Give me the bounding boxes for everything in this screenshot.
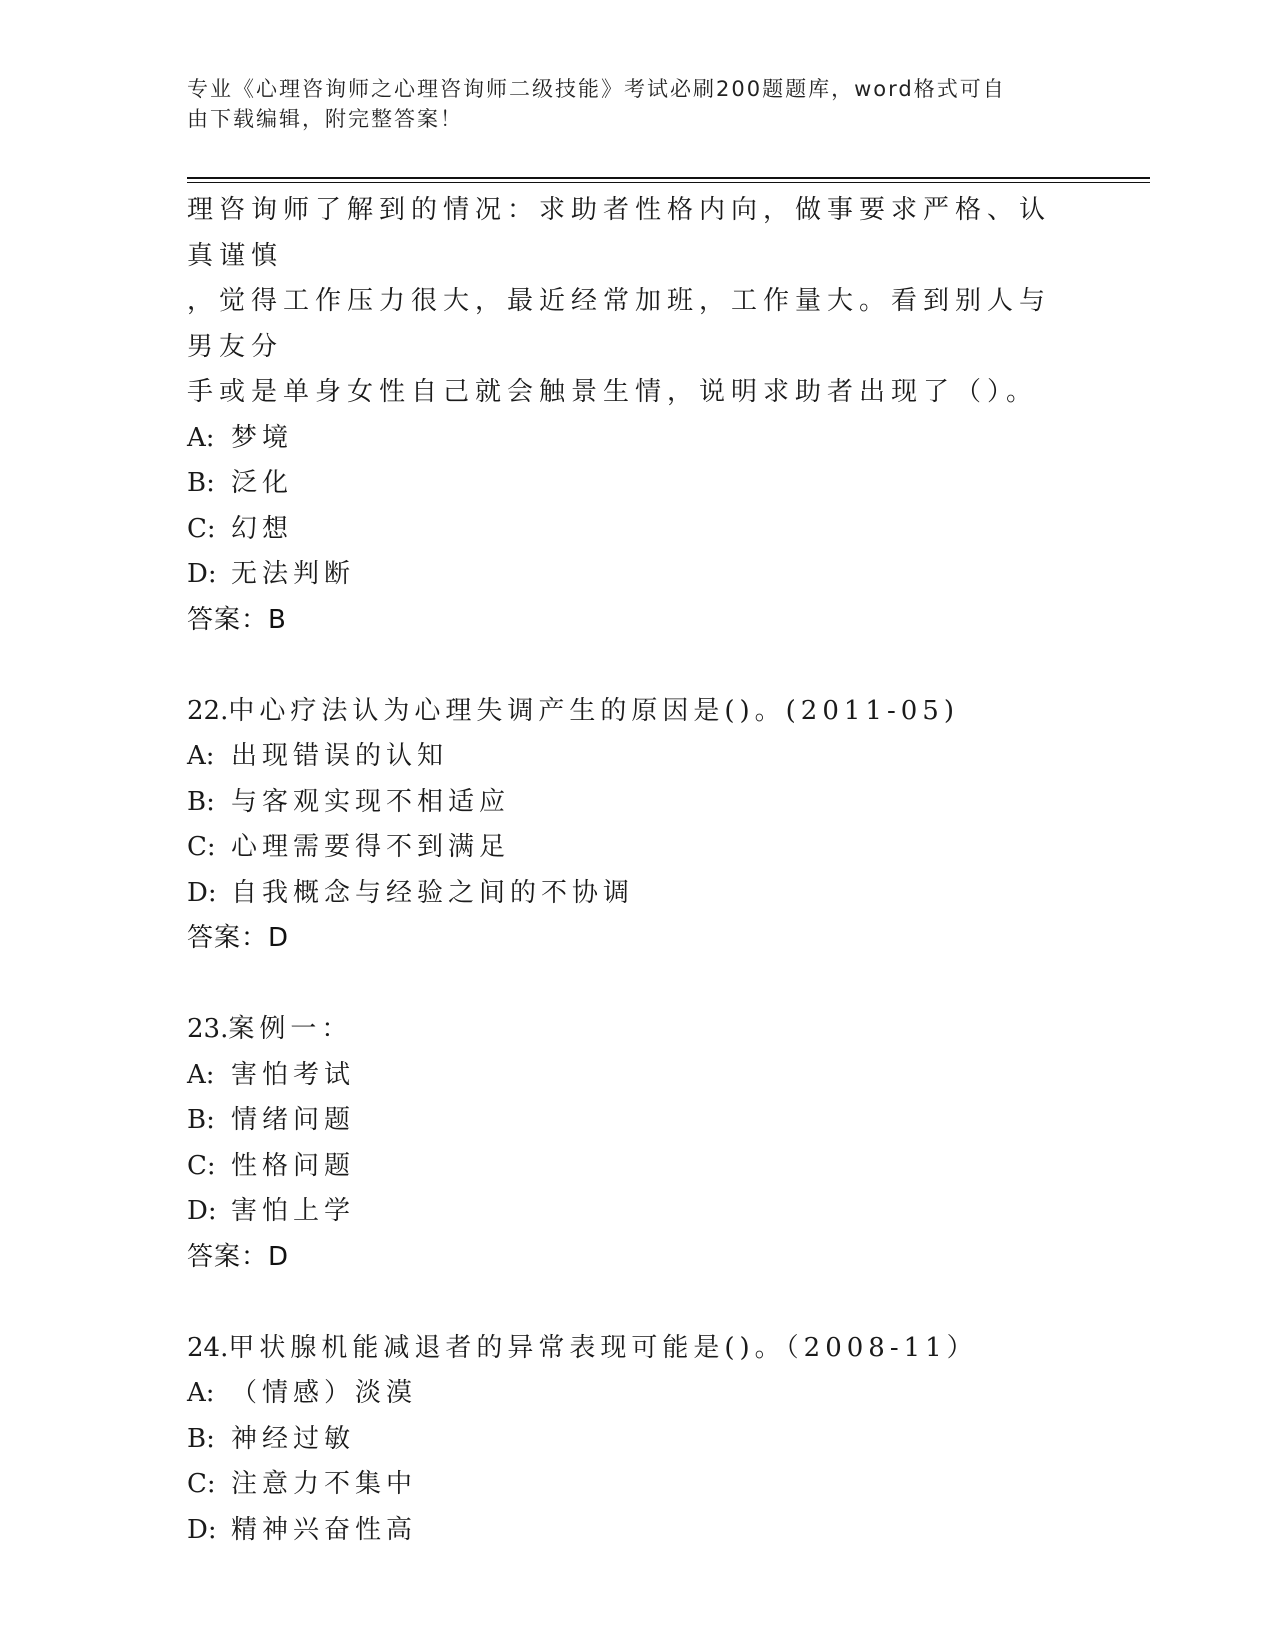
- option-text: 害怕上学: [231, 1196, 356, 1226]
- option-key: D:: [187, 1514, 217, 1545]
- option-text: 梦境: [231, 422, 294, 453]
- option-key: B:: [187, 1105, 215, 1135]
- option-d: [187, 1508, 1087, 1554]
- option-text: 无法判断: [231, 559, 356, 589]
- question-number: 23.: [187, 1014, 229, 1044]
- option-key: B:: [187, 468, 215, 498]
- header-line-2: 由下载编辑，附完整答案！: [187, 107, 463, 131]
- header-line-1: 专业《心理咨询师之心理咨询师二级技能》考试必刷200题题库，word格式可自: [187, 77, 1006, 101]
- option-b: [187, 780, 1087, 826]
- option-text: 情绪问题: [231, 1105, 356, 1135]
- stem-line: 理咨询师了解到的情况：求助者性格内向，做事要求严格、认真谨慎: [187, 195, 1052, 271]
- stem-line: 手或是单身女性自己就会触景生情，说明求助者出现了（）。: [187, 377, 1039, 407]
- option-c: [187, 507, 1087, 553]
- header-divider-thin: [187, 182, 1150, 183]
- option-key: C:: [187, 1150, 216, 1181]
- option-text: 精神兴奋性高: [231, 1514, 418, 1545]
- option-b: [187, 461, 1087, 507]
- option-key: C:: [187, 1469, 216, 1499]
- question-24: [187, 1326, 1087, 1554]
- option-text: （情感）淡漠: [231, 1378, 418, 1408]
- option-text: 性格问题: [231, 1150, 356, 1181]
- question-stem: [187, 1326, 1087, 1372]
- option-key: C:: [187, 513, 216, 544]
- option-text: 与客观实现不相适应: [231, 786, 511, 817]
- option-text: 泛化: [231, 468, 294, 498]
- option-a: [187, 1053, 1087, 1099]
- option-key: A:: [187, 1059, 215, 1090]
- option-a: [187, 1371, 1087, 1417]
- option-b: [187, 1417, 1087, 1463]
- option-c: [187, 825, 1087, 871]
- option-a: [187, 734, 1087, 780]
- option-c: [187, 1462, 1087, 1508]
- option-key: A:: [187, 422, 215, 453]
- header-divider-thick: [187, 177, 1150, 179]
- option-d: [187, 552, 1087, 598]
- question-text: 中心疗法认为心理失调产生的原因是()。(2011-05): [228, 695, 959, 726]
- option-a: [187, 416, 1087, 462]
- question-continued: [187, 188, 1087, 643]
- question-23: [187, 1007, 1087, 1280]
- option-key: C:: [187, 832, 216, 862]
- option-text: 注意力不集中: [231, 1469, 418, 1499]
- question-stem: [187, 689, 1087, 735]
- question-number: 24.: [187, 1332, 229, 1363]
- option-key: A:: [187, 741, 215, 771]
- answer-line: 答案：D: [187, 1241, 290, 1272]
- spacer: [187, 962, 1087, 1008]
- option-b: [187, 1098, 1087, 1144]
- option-d: [187, 871, 1087, 917]
- spacer: [187, 643, 1087, 689]
- question-stem: [187, 188, 1067, 416]
- document-header: [187, 74, 1067, 134]
- option-text: 自我概念与经验之间的不协调: [231, 877, 635, 908]
- option-c: [187, 1144, 1087, 1190]
- option-key: D:: [187, 1196, 217, 1226]
- answer-line: 答案：D: [187, 923, 290, 953]
- option-text: 出现错误的认知: [231, 741, 449, 771]
- option-key: A:: [187, 1378, 215, 1408]
- question-text: 案例一：: [228, 1014, 353, 1044]
- option-text: 神经过敏: [231, 1423, 356, 1454]
- stem-line: ，觉得工作压力很大，最近经常加班，工作量大。看到别人与男友分: [187, 286, 1052, 362]
- question-number: 22.: [187, 695, 229, 726]
- option-text: 害怕考试: [231, 1059, 356, 1090]
- option-key: B:: [187, 1423, 215, 1454]
- option-text: 幻想: [231, 513, 294, 544]
- option-text: 心理需要得不到满足: [231, 832, 511, 862]
- option-d: [187, 1189, 1087, 1235]
- spacer: [187, 1280, 1087, 1326]
- answer-line: 答案：B: [187, 604, 287, 635]
- question-stem: [187, 1007, 1087, 1053]
- question-22: [187, 689, 1087, 962]
- option-key: B:: [187, 786, 215, 817]
- option-key: D:: [187, 877, 217, 908]
- option-key: D:: [187, 559, 217, 589]
- question-text: 甲状腺机能减退者的异常表现可能是()。（2008-11）: [228, 1332, 978, 1363]
- question-list: [187, 188, 1087, 1553]
